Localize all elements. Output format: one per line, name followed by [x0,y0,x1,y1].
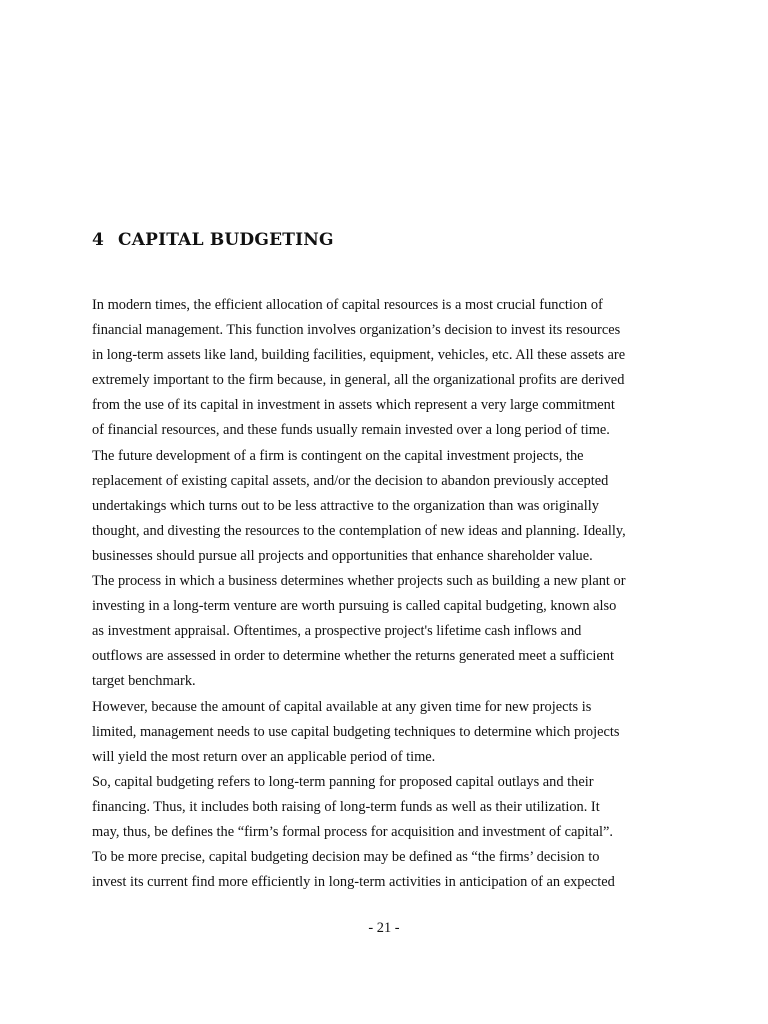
body-line: So, capital budgeting refers to long-term panning for proposed capital outlays and their [92,773,594,790]
body-text [92,293,682,895]
body-line: limited, management needs to use capital budgeting techniques to determine which projects [92,723,620,740]
body-line: in long-term assets like land, building facilities, equipment, vehicles, etc. All these assets are [92,347,626,364]
body-line: invest its current find more efficiently in long-term activities in anticipation of an expected [92,874,615,891]
body-line: investing in a long-term venture are worth pursuing is called capital budgeting, known also [92,598,617,615]
body-line: as investment appraisal. Oftentimes, a prospective project's lifetime cash inflows and [92,623,582,640]
section-title: CAPITAL BUDGETING [118,230,334,250]
section-number: 4 [92,230,105,250]
page-number: - 21 - [368,920,400,936]
body-line: However, because the amount of capital available at any given time for new projects is [92,698,592,715]
body-line: The future development of a firm is contingent on the capital investment projects, the [92,447,584,464]
body-line: extremely important to the firm because, in general, all the organizational profits are derived [92,372,625,389]
body-line: undertakings which turns out to be less attractive to the organization than was originally [92,497,599,514]
body-line: thought, and divesting the resources to the contemplation of new ideas and planning. Ideally, [92,522,626,539]
body-line: To be more precise, capital budgeting decision may be defined as “the firms’ decision to [92,849,600,866]
body-line: financial management. This function involves organization’s decision to invest its resources [92,322,621,339]
body-line: businesses should pursue all projects and opportunities that enhance shareholder value. [92,547,593,564]
body-line: will yield the most return over an applicable period of time. [92,748,436,765]
body-line: replacement of existing capital assets, and/or the decision to abandon previously accepted [92,472,609,489]
body-line: may, thus, be defines the “firm’s formal process for acquisition and investment of capital”. [92,823,613,840]
body-line: The process in which a business determines whether projects such as building a new plant or [92,573,626,590]
body-line: In modern times, the efficient allocation of capital resources is a most crucial function of [92,297,603,313]
body-line: from the use of its capital in investment in assets which represent a very large commitment [92,397,615,414]
body-line: target benchmark. [92,673,196,690]
section-heading [92,230,334,250]
body-line: of financial resources, and these funds usually remain invested over a long period of time. [92,422,610,439]
body-line: outflows are assessed in order to determine whether the returns generated meet a sufficient [92,648,614,665]
body-line: financing. Thus, it includes both raising of long-term funds as well as their utilization. It [92,798,600,815]
